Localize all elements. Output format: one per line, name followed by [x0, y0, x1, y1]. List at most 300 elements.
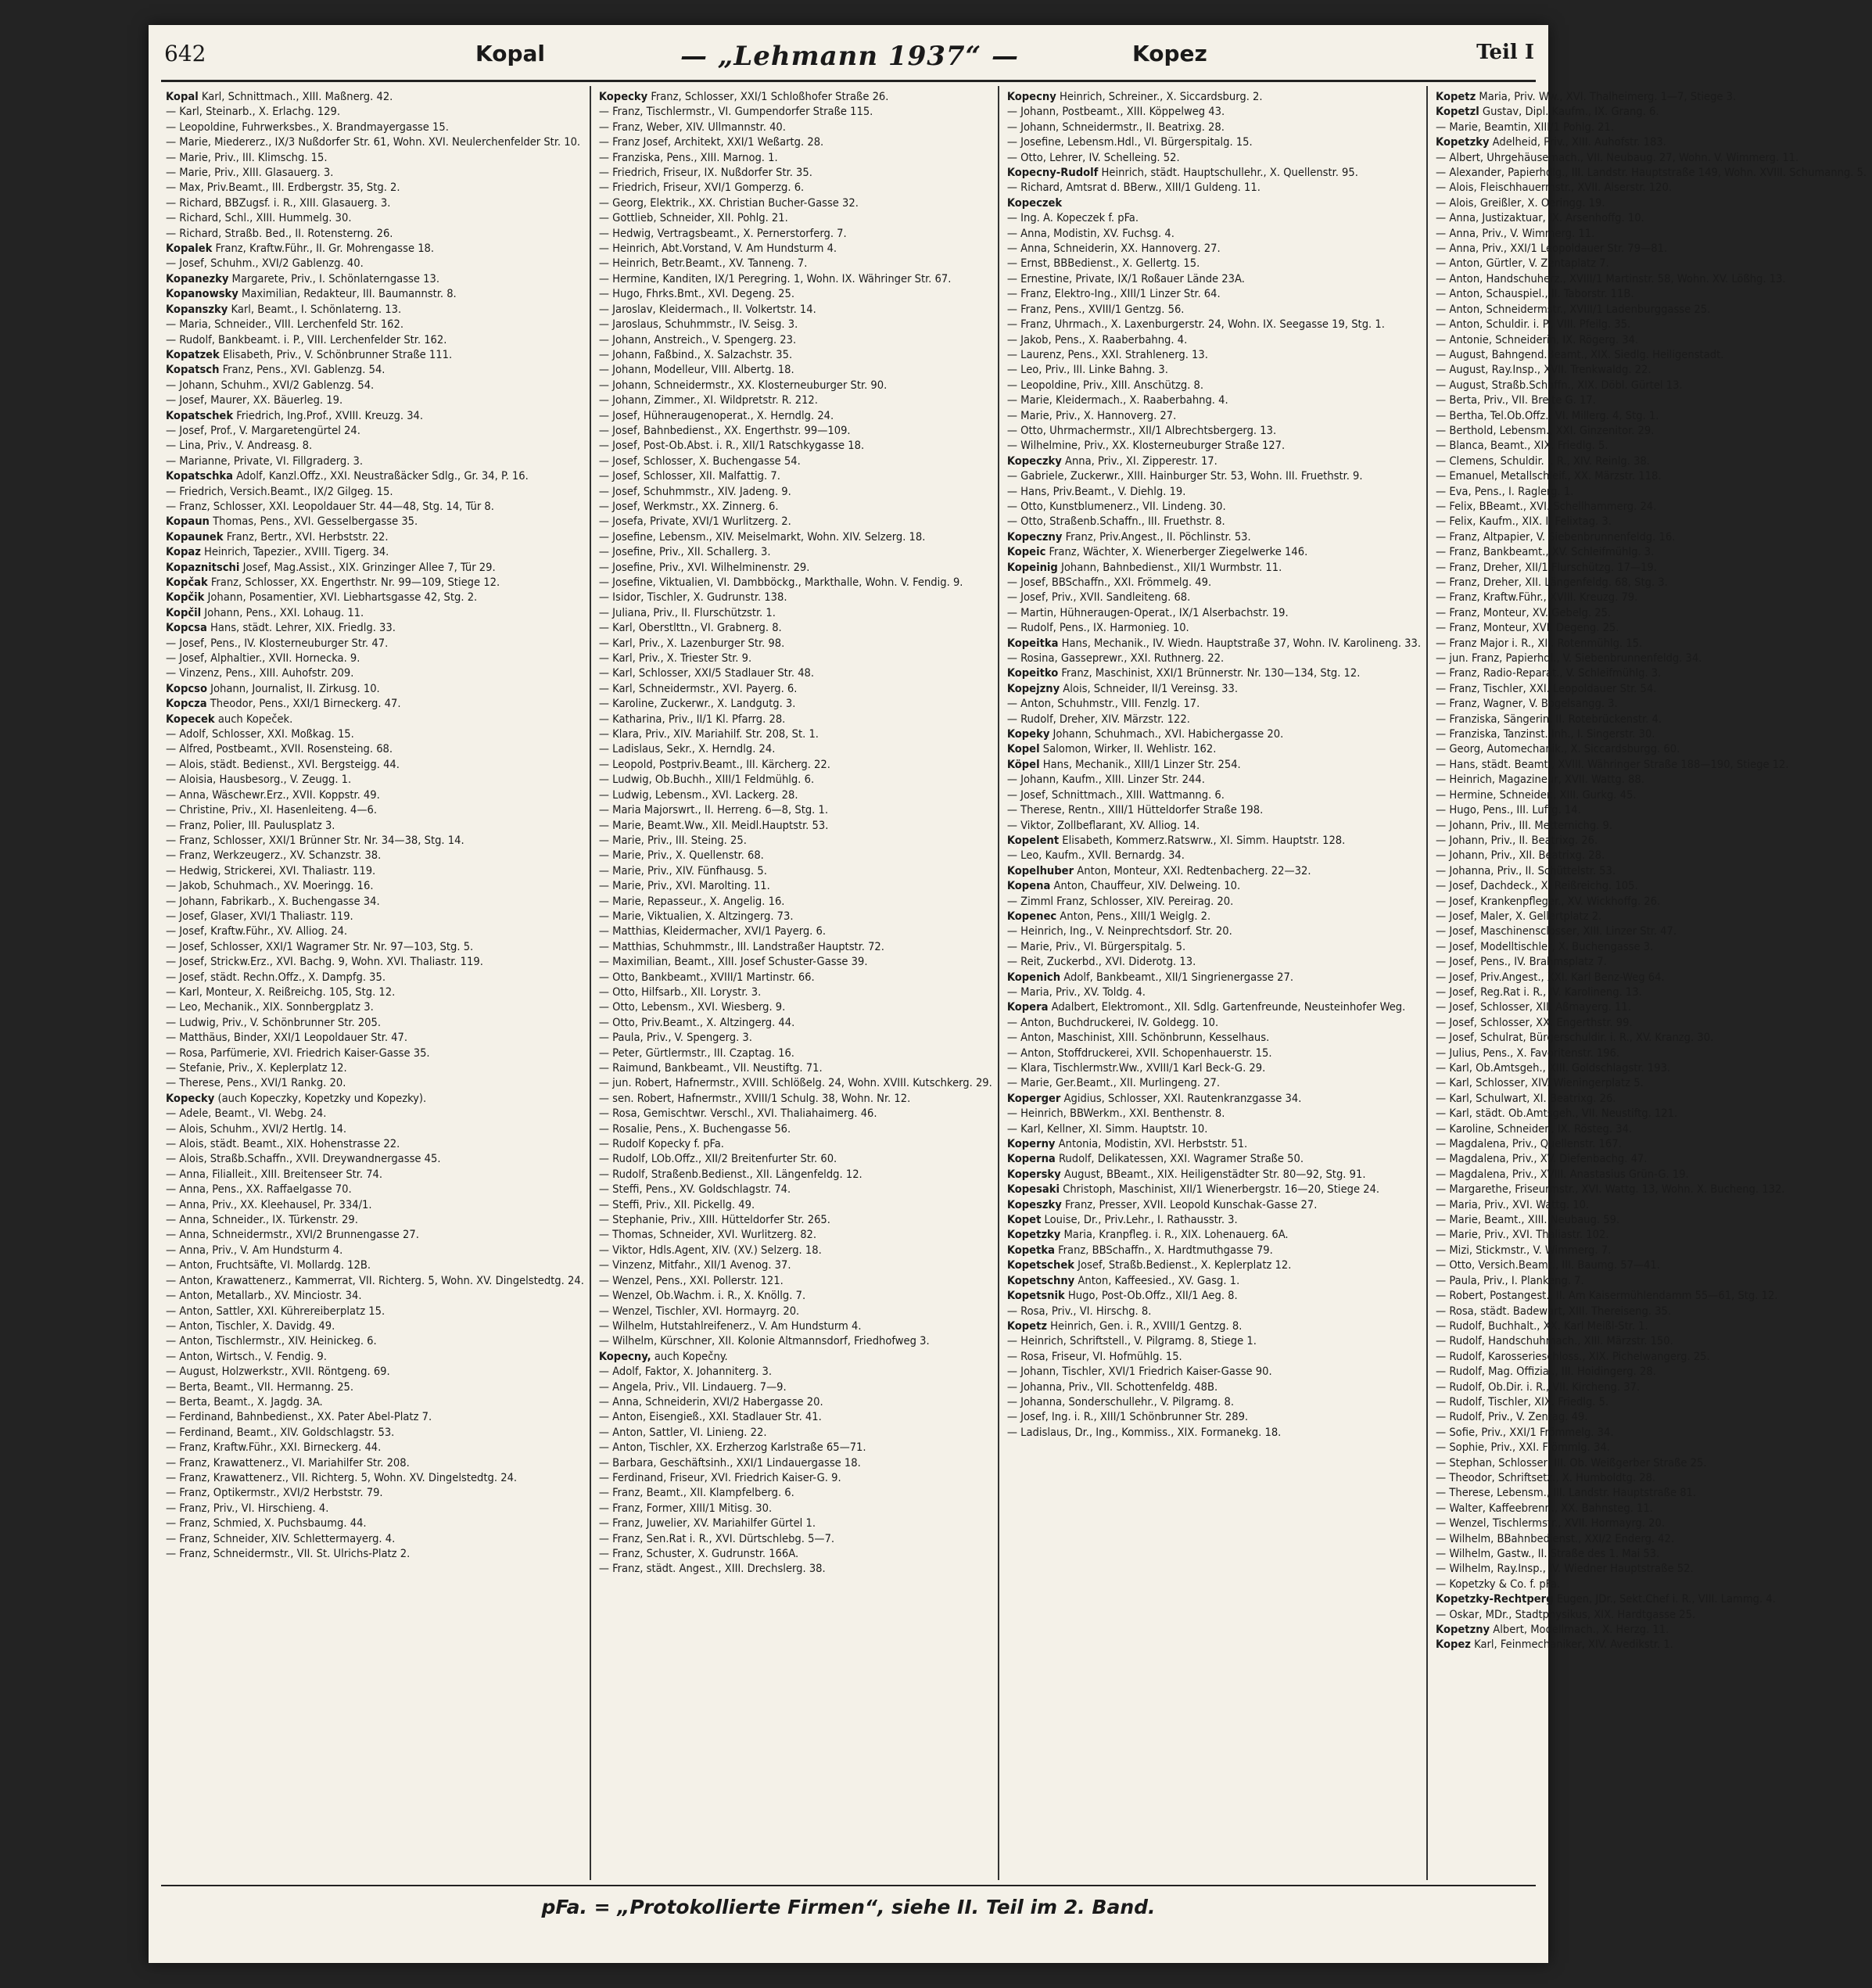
- directory-entry: Kopel Salomon, Wirker, II. Wehlistr. 162.: [1006, 742, 1217, 756]
- directory-entry: — Max, Priv.Beamt., III. Erdbergstr. 35, Stg. 2.: [166, 181, 400, 195]
- directory-entry: — Rudolf, Pens., IX. Harmonieg. 10.: [1006, 621, 1189, 635]
- directory-entry: — Karl, städt. Ob.Amtsgeh., VII. Neustiftg. 121.: [1436, 1107, 1678, 1121]
- directory-entry: — Jaroslav, Kleidermach., II. Volkertstr. 14.: [598, 302, 816, 316]
- directory-entry: Kopersky August, BBeamt., XIX. Heiligenstädter Str. 80—92, Stg. 91.: [1006, 1167, 1366, 1181]
- directory-entry: — Rudolf, Straßenb.Bedienst., XII. Längenfeldg. 12.: [598, 1167, 862, 1181]
- directory-entry: — Anna, Priv., XXI/1 Leopoldauer Str. 79—81.: [1436, 242, 1668, 256]
- directory-entry: — August, Straßb.Schaffn., XIX. Döbl. Gürtel 13.: [1436, 378, 1683, 392]
- directory-entry: — Josef, Schlosser, XII. Malfattig. 7.: [598, 469, 780, 483]
- directory-entry: Kopelhuber Anton, Monteur, XXI. Redtenbacherg. 22—32.: [1006, 863, 1311, 877]
- directory-entry: — Franz, Polier, III. Paulusplatz 3.: [166, 818, 335, 832]
- directory-entry: Kopecky Franz, Schlosser, XXI/1 Schloßhofer Straße 26.: [598, 90, 889, 103]
- directory-entry: — Rudolf Kopecky f. pFa.: [598, 1137, 724, 1151]
- directory-entry: — Karl, Monteur, X. Reißreichg. 105, Stg. 12.: [166, 985, 396, 999]
- directory-entry: — Franz, Tischlermstr., VI. Gumpendorfer Straße 115.: [598, 105, 873, 119]
- directory-entry: Kopetzky Adelheid, Priv., XIII. Auhofstr. 183.: [1436, 135, 1666, 149]
- directory-entry: — Viktor, Hdls.Agent, XIV. (XV.) Selzerg. 18.: [598, 1243, 822, 1257]
- directory-entry: — Anna, Priv., XX. Kleehausel, Pr. 334/1.: [166, 1197, 372, 1211]
- directory-entry: — Josef, Alphaltier., XVII. Hornecka. 9.: [166, 651, 360, 666]
- directory-entry: — Anton, Sattler, XXI. Kührereiberplatz 15.: [166, 1304, 386, 1318]
- directory-entry: — Johann, Schneidermstr., XX. Klosterneuburger Str. 90.: [598, 378, 888, 392]
- directory-entry: — Matthias, Schuhmmstr., III. Landstraßer Hauptstr. 72.: [598, 939, 884, 953]
- directory-entry: — Rosa, Priv., VI. Hirschg. 8.: [1006, 1304, 1152, 1318]
- directory-entry: — Josef, Schlosser, X. Buchengasse 54.: [598, 454, 801, 468]
- directory-entry: — Rudolf, Handschuhmach., XIII. Märzstr. 150.: [1436, 1334, 1673, 1348]
- directory-entry: — Josef, Glaser, XVI/1 Thaliastr. 119.: [166, 909, 353, 923]
- directory-entry: — Johann, Schneidermstr., II. Beatrixg. 28.: [1006, 120, 1225, 134]
- directory-entry: — Richard, Amtsrat d. BBerw., XIII/1 Guldeng. 11.: [1006, 181, 1261, 195]
- directory-entry: — Franz, Kraftw.Führ., XVIII. Kreuzg. 79.: [1436, 590, 1638, 605]
- directory-entry: — Ferdinand, Friseur, XVI. Friedrich Kaiser-G. 9.: [598, 1470, 841, 1484]
- directory-entry: — Anna, Justizaktuar, IX. Arsenhoffg. 10.: [1436, 211, 1644, 225]
- directory-entry: — Franz Major i. R., XII. Rotenmühlg. 15.: [1436, 636, 1643, 650]
- directory-entry: — Alexander, Papierhdlg., III. Landstr. Hauptstraße 149, Wohn. XVIII. Schumanng. 5.: [1436, 166, 1867, 180]
- directory-entry: — Isidor, Tischler, X. Gudrunstr. 138.: [598, 590, 787, 605]
- directory-entry: — Rudolf, Bankbeamt. i. P., VIII. Lerchenfelder Str. 162.: [166, 332, 447, 346]
- directory-entry: — Albert, Uhrgehäusemach., VII. Neubaug. 27, Wohn. V. Wimmerg. 11.: [1436, 150, 1799, 164]
- directory-entry: — Marie, Ger.Beamt., XII. Murlingeng. 27.: [1006, 1076, 1221, 1090]
- directory-entry: — Karl, Oberstlttn., VI. Grabnerg. 8.: [598, 621, 782, 635]
- directory-entry: — Rosina, Gasseprewr., XXI. Ruthnerg. 22.: [1006, 651, 1225, 666]
- directory-entry: — Hermine, Kanditen, IX/1 Peregring. 1, Wohn. IX. Währinger Str. 67.: [598, 271, 952, 285]
- directory-entry: Kopeic Franz, Wächter, X. Wienerberger Ziegelwerke 146.: [1006, 545, 1308, 559]
- directory-entry: — Marie, Priv., XIII. Glasauerg. 3.: [166, 166, 334, 180]
- directory-entry: Kopetzl Gustav, Dipl. Kaufm., IX. Grang. 6.: [1436, 105, 1659, 119]
- directory-entry: — Marie, Repasseur., X. Angelig. 16.: [598, 894, 785, 908]
- directory-entry: — Johanna, Priv., II. Schüttelstr. 53.: [1436, 863, 1616, 877]
- directory-entry: Kopenec Anton, Pens., XIII/1 Weiglg. 2.: [1006, 909, 1211, 923]
- directory-entry: — Adolf, Faktor, X. Johanniterg. 3.: [598, 1365, 773, 1379]
- directory-entry: — Therese, Pens., XVI/1 Rankg. 20.: [166, 1076, 346, 1090]
- directory-entry: — Ludwig, Lebensm., XVI. Lackerg. 28.: [598, 788, 798, 802]
- directory-entry: — Kopetzky & Co. f. pFa.: [1436, 1577, 1561, 1591]
- directory-entry: Kopenich Adolf, Bankbeamt., XII/1 Singrienergasse 27.: [1006, 970, 1293, 984]
- directory-entry: — Josef, Schuhmmstr., XIV. Jadeng. 9.: [598, 484, 791, 498]
- directory-entry: — Magdalena, Priv., XV. Diefenbachg. 47.: [1436, 1152, 1648, 1166]
- directory-entry: — Katharina, Priv., II/1 Kl. Pfarrg. 28.: [598, 712, 786, 726]
- page-number: 642: [164, 41, 206, 66]
- directory-entry: — Rosalie, Pens., X. Buchengasse 56.: [598, 1121, 791, 1136]
- directory-entry: — Anton, Schuldir. i. P., VIII. Pfeilg. 35.: [1436, 318, 1631, 332]
- directory-entry: — Johanna, Priv., VII. Schottenfeldg. 48B.: [1006, 1380, 1218, 1394]
- directory-entry: — Josef, Schuhm., XVI/2 Gablenzg. 40.: [166, 257, 364, 271]
- directory-entry: — Felix, Kaufm., XIX. I. Felixtag. 3.: [1436, 515, 1612, 529]
- directory-entry: — Anna, Modistin, XV. Fuchsg. 4.: [1006, 226, 1174, 240]
- directory-entry: Kopčak Franz, Schlosser, XX. Engerthstr. Nr. 99—109, Stiege 12.: [166, 576, 500, 589]
- directory-entry: — Anton, Tischler, X. Davidg. 49.: [166, 1319, 335, 1333]
- directory-entry: Kopera Adalbert, Elektromont., XII. Sdlg. Gartenfreunde, Neusteinhofer Weg.: [1006, 1000, 1406, 1014]
- directory-entry: Kopecny, auch Kopečny.: [598, 1349, 728, 1363]
- directory-entry: — Margarethe, Friseurmstr., XVI. Wattg. 13, Wohn. X. Bucheng. 132.: [1436, 1182, 1785, 1197]
- directory-entry: — Christine, Priv., XI. Hasenleiteng. 4—6.: [166, 803, 378, 817]
- directory-entry: Koperger Agidius, Schlosser, XXI. Rautenkranzgasse 34.: [1006, 1091, 1302, 1105]
- directory-entry: — Wenzel, Tischlermstr., XVII. Hormayrg. 20.: [1436, 1516, 1666, 1530]
- directory-entry: — Franz, Optikermstr., XVI/2 Herbststr. 79.: [166, 1486, 383, 1500]
- directory-entry: — Raimund, Bankbeamt., VII. Neustiftg. 71.: [598, 1061, 823, 1075]
- directory-entry: — Marie, Beamtin, XIII/1 Pohlg. 21.: [1436, 120, 1615, 134]
- directory-entry: — Rudolf, Dreher, XIV. Märzstr. 122.: [1006, 712, 1190, 726]
- directory-entry: — Franz, Elektro-Ing., XIII/1 Linzer Str. 64.: [1006, 287, 1221, 301]
- directory-entry: — Franz Josef, Architekt, XXI/1 Weßartg. 28.: [598, 135, 824, 149]
- directory-entry: — Heinrich, Ing., V. Neinprechtsdorf. Str. 20.: [1006, 924, 1232, 938]
- directory-entry: — Barbara, Geschäftsinh., XXI/1 Lindauergasse 18.: [598, 1455, 861, 1469]
- directory-entry: — Mizi, Stickmstr., V. Wimmerg. 7.: [1436, 1243, 1612, 1257]
- directory-entry: — Friedrich, Versich.Beamt., IX/2 Gilgeg. 15.: [166, 484, 393, 498]
- directory-entry: Kopez Karl, Feinmechaniker, XIV. Avedikstr. 1.: [1436, 1638, 1673, 1652]
- directory-entry: — Berthold, Lebensm., XXI. Ginzenitor. 29.: [1436, 423, 1655, 437]
- directory-entry: — Anton, Tischler, XX. Erzherzog Karlstraße 65—71.: [598, 1441, 866, 1455]
- directory-entry: Kopena Anton, Chauffeur, XIV. Delweing. 10.: [1006, 879, 1241, 893]
- directory-entry: — Klara, Tischlermstr.Ww., XVIII/1 Karl Beck-G. 29.: [1006, 1061, 1266, 1075]
- directory-entry: Kopetka Franz, BBSchaffn., X. Hardtmuthgasse 79.: [1006, 1243, 1273, 1257]
- directory-entry: — Marie, Beamt.Ww., XII. Meidl.Hauptstr. 53.: [598, 818, 829, 832]
- directory-entry: Kopčik Johann, Posamentier, XVI. Liebhartsgasse 42, Stg. 2.: [166, 590, 478, 605]
- directory-entry: Kopecek auch Kopeček.: [166, 712, 293, 726]
- directory-entry: — Ing. A. Kopeczek f. pFa.: [1006, 211, 1139, 225]
- directory-entry: — Franz, Priv., VI. Hirschieng. 4.: [166, 1501, 329, 1515]
- directory-entry: Kopetzky-Rechtperg Eugen, JDr., Sekt.Chef i. R., VIII. Lammg. 4.: [1436, 1592, 1776, 1606]
- directory-entry: — Franz, Tischler, XXI. Leopoldauer Str. 54.: [1436, 681, 1657, 695]
- directory-entry: — Franz, Dreher, XII. Längenfeldg. 68, Stg. 3.: [1436, 576, 1668, 589]
- directory-entry: — Theodor, Schriftsetz., X. Humboldtg. 28.: [1436, 1470, 1656, 1484]
- directory-entry: — Anton, Gürtler, V. Zentaplatz 7.: [1436, 257, 1609, 271]
- directory-entry: — Johann, Anstreich., V. Spengerg. 23.: [598, 332, 797, 346]
- directory-entry: — Hans, Priv.Beamt., V. Diehlg. 19.: [1006, 484, 1186, 498]
- directory-entry: — Josef, Reg.Rat i. R., IV. Karolineng. 13.: [1436, 985, 1642, 999]
- directory-entry: — August, Holzwerkstr., XVII. Röntgeng. 69.: [166, 1365, 390, 1379]
- directory-entry: — Hedwig, Vertragsbeamt., X. Pernerstorferg. 7.: [598, 226, 847, 240]
- directory-entry: — Josef, Schlosser, XX. Engerthstr. 99.: [1436, 1015, 1633, 1029]
- directory-entry: Kopanowsky Maximilian, Redakteur, III. Baumannstr. 8.: [166, 287, 457, 301]
- directory-entry: — Alois, Fleischhauermstr., XVII. Alserstr. 120.: [1436, 181, 1672, 195]
- directory-entry: — Josefine, Priv., XII. Schallerg. 3.: [598, 545, 771, 559]
- directory-entry: — Franz, Sen.Rat i. R., XVI. Dürtschlebg. 5—7.: [598, 1531, 835, 1545]
- directory-entry: — Franz, Schlosser, XXI. Leopoldauer Str. 44—48, Stg. 14, Tür 8.: [166, 499, 494, 513]
- directory-entry: — Josefine, Lebensm., XIV. Meiselmarkt, Wohn. XIV. Selzerg. 18.: [598, 529, 926, 544]
- directory-entry: — Lina, Priv., V. Andreasg. 8.: [166, 439, 313, 453]
- directory-entry: — Eva, Pens., I. Raglerg. 1.: [1436, 484, 1574, 498]
- directory-entry: — Anton, Krawattenerz., Kammerrat, VII. Richterg. 5, Wohn. XV. Dingelstedtg. 24.: [166, 1273, 584, 1287]
- directory-entry: — Johann, Priv., II. Beatrixg. 26.: [1436, 833, 1598, 847]
- directory-entry: Kopeitka Hans, Mechanik., IV. Wiedn. Hauptstraße 37, Wohn. IV. Karolineng. 33.: [1006, 636, 1422, 650]
- directory-entry: — Angela, Priv., VII. Lindauerg. 7—9.: [598, 1380, 787, 1394]
- directory-entry: Kopaznitschi Josef, Mag.Assist., XIX. Grinzinger Allee 7, Tür 29.: [166, 560, 496, 574]
- directory-entry: — Otto, Straßenb.Schaffn., III. Fruethstr. 8.: [1006, 515, 1225, 529]
- directory-entry: — Robert, Postangest., II. Am Kaisermühlendamm 55—61, Stg. 12.: [1436, 1289, 1778, 1303]
- directory-entry: Kopaunek Franz, Bertr., XVI. Herbststr. 22.: [166, 529, 389, 544]
- directory-entry: — Johann, Fabrikarb., X. Buchengasse 34.: [166, 894, 380, 908]
- directory-entry: — Karl, Ob.Amtsgeh., XIII. Goldschlagstr. 193.: [1436, 1061, 1671, 1075]
- directory-entry: — Maria Majorswrt., II. Herreng. 6—8, Stg. 1.: [598, 803, 829, 817]
- page-header: [164, 30, 1534, 75]
- directory-entry: — Ludwig, Priv., V. Schönbrunner Str. 205.: [166, 1015, 382, 1029]
- directory-entry: Kopeszky Franz, Presser, XVII. Leopold Kunschak-Gasse 27.: [1006, 1197, 1318, 1211]
- directory-entry: — Rosa, Gemischtwr. Verschl., XVI. Thaliahaimerg. 46.: [598, 1107, 877, 1121]
- entry-columns: [158, 86, 1867, 1880]
- directory-entry: — Anton, Metallarb., XV. Minciostr. 34.: [166, 1289, 362, 1303]
- directory-entry: — Bertha, Tel.Ob.Offz., VI. Millerg. 4, Stg. 1.: [1436, 408, 1659, 422]
- directory-entry: — Jakob, Pens., X. Raaberbahng. 4.: [1006, 332, 1188, 346]
- directory-entry: — Maria, Schneider., VIII. Lerchenfeld Str. 162.: [166, 318, 404, 332]
- directory-entry: — Franz, Uhrmach., X. Laxenburgerstr. 24, Wohn. IX. Seegasse 19, Stg. 1.: [1006, 318, 1385, 332]
- directory-entry: — Alois, städt. Bedienst., XVI. Bergsteigg. 44.: [166, 757, 400, 771]
- directory-entry: Kopecky (auch Kopeczky, Kopetzky und Kopezky).: [166, 1091, 427, 1105]
- directory-entry: — Hugo, Pens., III. Luftg. 14.: [1436, 803, 1581, 817]
- directory-entry: — Otto, Lebensm., XVI. Wiesberg. 9.: [598, 1000, 786, 1014]
- directory-entry: — Franz, Monteur, XVI. Degeng. 25.: [1436, 621, 1619, 635]
- directory-entry: — Steffi, Pens., XV. Goldschlagstr. 74.: [598, 1182, 791, 1197]
- column-4: [1428, 86, 1872, 1880]
- directory-entry: — Wilhelm, Ray.Insp., IV. Wiedner Hauptstraße 52.: [1436, 1562, 1694, 1576]
- directory-entry: — August, Ray.Insp., XVII. Trenkwaldg. 22.: [1436, 363, 1651, 377]
- directory-entry: — Paula, Priv., I. Plankeng. 7.: [1436, 1273, 1584, 1287]
- directory-entry: — Josef, Maschinensclosser, XIII. Linzer Str. 47.: [1436, 924, 1677, 938]
- directory-entry: — Anton, Handschuherz., XVIII/1 Martinstr. 58, Wohn. XV. Lößhg. 13.: [1436, 271, 1786, 285]
- directory-entry: — Rudolf, Tischler, XIX. Friedlg. 5.: [1436, 1394, 1609, 1408]
- directory-entry: — Karl, Priv., X. Triester Str. 9.: [598, 651, 752, 666]
- directory-entry: — Otto, Priv.Beamt., X. Altzingerg. 44.: [598, 1015, 795, 1029]
- directory-entry: — Marie, Priv., XVI. Thaliastr. 102.: [1436, 1228, 1609, 1242]
- directory-entry: — Antonie, Schneiderin, IX. Rögerg. 34.: [1436, 332, 1639, 346]
- directory-entry: Kopecny Heinrich, Schreiner., X. Siccardsburg. 2.: [1006, 90, 1263, 103]
- column-3: [999, 86, 1428, 1880]
- directory-entry: — Klara, Priv., XIV. Mariahilf. Str. 208, St. 1.: [598, 727, 819, 741]
- directory-entry: — Franz, Wagner, V. Bogelsangg. 3.: [1436, 697, 1618, 711]
- directory-entry: — Marie, Miedererz., IX/3 Nußdorfer Str. 61, Wohn. XVI. Neulerchenfelder Str. 10.: [166, 135, 581, 149]
- directory-entry: — Adele, Beamt., VI. Webg. 24.: [166, 1107, 327, 1121]
- directory-entry: Kopeczek: [1006, 196, 1063, 210]
- directory-entry: — Josef, städt. Rechn.Offz., X. Dampfg. 35.: [166, 970, 386, 984]
- directory-entry: — Richard, Straßb. Bed., II. Rotensterng. 26.: [166, 226, 393, 240]
- directory-entry: — Anna, Pens., XX. Raffaelgasse 70.: [166, 1182, 352, 1197]
- directory-entry: — Friedrich, Friseur, XVI/1 Gomperzg. 6.: [598, 181, 805, 195]
- directory-entry: — Marie, Priv., X. Quellenstr. 68.: [598, 849, 764, 863]
- directory-entry: — Karl, Priv., X. Lazenburger Str. 98.: [598, 636, 785, 650]
- directory-entry: — Rudolf, Karosserieschloss., XIX. Pichelwangerg. 25.: [1436, 1349, 1710, 1363]
- directory-entry: — Josef, Hühneraugenoperat., X. Herndlg. 24.: [598, 408, 834, 422]
- directory-entry: — Rudolf, Buchhalt., XX. Karl Meißl-Str. 1.: [1436, 1319, 1648, 1333]
- directory-entry: — Friedrich, Friseur, IX. Nußdorfer Str. 35.: [598, 166, 812, 180]
- directory-entry: — Rosa, Friseur, VI. Hofmühlg. 15.: [1006, 1349, 1182, 1363]
- directory-entry: — Hans, städt. Beamt., XVIII. Währinger Straße 188—190, Stiege 12.: [1436, 757, 1789, 771]
- directory-entry: Kopalek Franz, Kraftw.Führ., II. Gr. Mohrengasse 18.: [166, 242, 435, 256]
- directory-entry: — Karl, Steinarb., X. Erlachg. 129.: [166, 105, 341, 119]
- directory-entry: — Leo, Kaufm., XVII. Bernardg. 34.: [1006, 849, 1185, 863]
- directory-entry: Kopesaki Christoph, Maschinist, XII/1 Wienerbergstr. 16—20, Stiege 24.: [1006, 1182, 1380, 1197]
- directory-entry: — Franz, Pens., XVIII/1 Gentzg. 56.: [1006, 302, 1185, 316]
- directory-entry: — August, Bahngend.Beamt., XIX. Siedlg. Heiligenstadt.: [1436, 347, 1724, 361]
- directory-entry: — Heinrich, Abt.Vorstand, V. Am Hundsturm 4.: [598, 242, 837, 256]
- directory-entry: Kopetz Maria, Priv. Ww., XVI. Thalheimerg. 1—7, Stiege 3.: [1436, 90, 1737, 103]
- directory-entry: — Rudolf, Priv., V. Zentag. 49.: [1436, 1410, 1588, 1424]
- directory-entry: — Josef, Strickw.Erz., XVI. Bachg. 9, Wohn. XVI. Thaliastr. 119.: [166, 955, 483, 969]
- directory-entry: — Oskar, MDr., Stadtphysikus, XIX. Hardtgasse 25.: [1436, 1607, 1696, 1621]
- directory-entry: — Anton, Wirtsch., V. Fendig. 9.: [166, 1349, 327, 1363]
- directory-entry: — Reit, Zuckerbd., XVI. Diderotg. 13.: [1006, 955, 1196, 969]
- directory-entry: — Rosa, städt. Badewart, XIII. Thereiseng. 35.: [1436, 1304, 1671, 1318]
- directory-entry: — Thomas, Schneider, XVI. Wurlitzerg. 82.: [598, 1228, 817, 1242]
- directory-entry: — Marie, Beamt., XIII. Neubaug. 59.: [1436, 1213, 1620, 1227]
- directory-entry: — Hugo, Fhrks.Bmt., XVI. Degeng. 25.: [598, 287, 795, 301]
- directory-entry: — Magdalena, Priv., XVIII. Anastasius Grün-G. 19.: [1436, 1167, 1689, 1181]
- directory-entry: — Vinzenz, Mitfahr., XII/1 Avenog. 37.: [598, 1258, 791, 1272]
- directory-entry: — Ladislaus, Sekr., X. Herndlg. 24.: [598, 742, 776, 756]
- directory-entry: — Anna, Schneiderin, XX. Hannoverg. 27.: [1006, 242, 1221, 256]
- directory-entry: — jun. Robert, Hafnermstr., XVIII. Schlößelg. 24, Wohn. XVIII. Kutschkerg. 29.: [598, 1076, 992, 1090]
- directory-entry: — Anna, Filialleit., XIII. Breitenseer Str. 74.: [166, 1167, 383, 1181]
- directory-entry: Kopelent Elisabeth, Kommerz.Ratswrw., XI. Simm. Hauptstr. 128.: [1006, 833, 1346, 847]
- directory-entry: — Josef, BBSchaffn., XXI. Frömmelg. 49.: [1006, 576, 1212, 589]
- directory-entry: — Karl, Schlosser, XIV. Wieningerplatz 5.: [1436, 1076, 1644, 1090]
- directory-entry: — Marie, Priv., III. Steing. 25.: [598, 833, 747, 847]
- directory-entry: Kopcso Johann, Journalist, II. Zirkusg. 10.: [166, 681, 380, 695]
- directory-entry: — Franz, Schmied, X. Puchsbaumg. 44.: [166, 1516, 367, 1530]
- directory-entry: — Therese, Rentn., XIII/1 Hütteldorfer Straße 198.: [1006, 803, 1264, 817]
- directory-entry: Köpel Hans, Mechanik., XIII/1 Linzer Str. 254.: [1006, 757, 1241, 771]
- directory-entry: — Karl, Schneidermstr., XVI. Payerg. 6.: [598, 681, 798, 695]
- directory-entry: — Wilhelm, BBahnbedienst., XXI/2 Enderg. 42.: [1436, 1531, 1675, 1545]
- directory-entry: — Anton, Schuhmstr., VIII. Fenzlg. 17.: [1006, 697, 1200, 711]
- directory-entry: Kopcza Theodor, Pens., XXI/1 Birneckerg. 47.: [166, 697, 401, 711]
- directory-entry: — Josef, Pens., IV. Klosterneuburger Str. 47.: [166, 636, 389, 650]
- directory-entry: Koperny Antonia, Modistin, XVI. Herbststr. 51.: [1006, 1137, 1248, 1151]
- directory-entry: — Alois, städt. Beamt., XIX. Hohenstrasse 22.: [166, 1137, 400, 1151]
- directory-entry: — Franz, Monteur, XV. Gebelg. 25.: [1436, 605, 1612, 619]
- directory-entry: — Franz, Altpapier, V. Siebenbrunnenfeldg. 16.: [1436, 529, 1676, 544]
- directory-entry: — Marianne, Private, VI. Fillgraderg. 3.: [166, 454, 364, 468]
- directory-entry: — Alois, Greißler, X. Oeringg. 19.: [1436, 196, 1605, 210]
- footer-note: pFa. = „Protokollierte Firmen“, siehe II. Teil im 2. Band.: [541, 1896, 1156, 1918]
- directory-entry: — Anna, Schneiderin, XVI/2 Habergasse 20.: [598, 1394, 823, 1408]
- directory-entry: — Alois, Straßb.Schaffn., XVII. Dreywandnergasse 45.: [166, 1152, 441, 1166]
- footer-rule: [161, 1885, 1536, 1886]
- directory-entry: — Laurenz, Pens., XXI. Strahlenerg. 13.: [1006, 347, 1208, 361]
- directory-entry: — Franz, Juwelier, XV. Mariahilfer Gürtel 1.: [598, 1516, 816, 1530]
- directory-entry: — Ernestine, Private, IX/1 Roßauer Lände 23A.: [1006, 271, 1245, 285]
- directory-entry: — Wilhelm, Kürschner, XII. Kolonie Altmannsdorf, Friedhofweg 3.: [598, 1334, 930, 1348]
- directory-entry: — Richard, BBZugsf. i. R., XIII. Glasauerg. 3.: [166, 196, 391, 210]
- directory-entry: Kopatschek Friedrich, Ing.Prof., XVIII. Kreuzg. 34.: [166, 408, 424, 422]
- directory-entry: — Franz, städt. Angest., XIII. Drechslerg. 38.: [598, 1562, 826, 1576]
- directory-entry: Kopaz Heinrich, Tapezier., XVIII. Tigerg. 34.: [166, 545, 389, 559]
- directory-entry: — Otto, Kunstblumenerz., VII. Lindeng. 30.: [1006, 499, 1226, 513]
- directory-entry: — Karoline, Schneider., IX. Rösteg. 34.: [1436, 1121, 1633, 1136]
- directory-entry: — Josef, Werkmstr., XX. Zinnerg. 6.: [598, 499, 779, 513]
- directory-entry: Kopecny-Rudolf Heinrich, städt. Hauptschullehr., X. Quellenstr. 95.: [1006, 166, 1358, 180]
- directory-entry: — jun. Franz, Papierhdl., V. Siebenbrunnenfeldg. 34.: [1436, 651, 1702, 666]
- directory-entry: — Josefine, Viktualien, VI. Dambböckg., Markthalle, Wohn. V. Fendig. 9.: [598, 576, 963, 589]
- directory-entry: — Franz, Former, XIII/1 Mitisg. 30.: [598, 1501, 773, 1515]
- directory-entry: — Franz, Schneidermstr., VII. St. Ulrichs-Platz 2.: [166, 1547, 411, 1560]
- directory-entry: — Ludwig, Ob.Buchh., XIII/1 Feldmühlg. 6.: [598, 773, 815, 787]
- directory-entry: — Heinrich, Betr.Beamt., XV. Tanneng. 7.: [598, 257, 808, 271]
- header-rule: [161, 80, 1536, 82]
- directory-entry: — Otto, Bankbeamt., XVIII/1 Martinstr. 66.: [598, 970, 815, 984]
- directory-entry: Kopetz Heinrich, Gen. i. R., XVIII/1 Gentzg. 8.: [1006, 1319, 1243, 1333]
- directory-entry: — Josef, Schlosser, XXI/1 Wagramer Str. Nr. 97—103, Stg. 5.: [166, 939, 474, 953]
- directory-entry: — Wenzel, Ob.Wachm. i. R., X. Knöllg. 7.: [598, 1289, 806, 1303]
- directory-entry: Kopatsch Franz, Pens., XVI. Gablenzg. 54.: [166, 363, 386, 377]
- directory-entry: — Felix, BBeamt., XVI. Schellhammerg. 24.: [1436, 499, 1657, 513]
- directory-entry: — Josef, Priv., XVII. Sandleiteng. 68.: [1006, 590, 1191, 605]
- header-left-catchword: Kopal: [475, 41, 545, 66]
- directory-entry: — Marie, Priv., III. Klimschg. 15.: [166, 150, 328, 164]
- directory-entry: Kopeinig Johann, Bahnbedienst., XII/1 Wurmbstr. 11.: [1006, 560, 1282, 574]
- directory-entry: — Josefine, Lebensm.Hdl., VI. Bürgerspitalg. 15.: [1006, 135, 1253, 149]
- directory-entry: — Karl, Kellner, XI. Simm. Hauptstr. 10.: [1006, 1121, 1208, 1136]
- directory-entry: — Wenzel, Tischler, XVI. Hormayrg. 20.: [598, 1304, 800, 1318]
- directory-entry: — Ferdinand, Beamt., XIV. Goldschlagstr. 53.: [166, 1425, 395, 1439]
- directory-entry: — Franziska, Sängerin, II. Rotebrückenstr. 4.: [1436, 712, 1662, 726]
- directory-entry: — Johanna, Sonderschullehr., V. Pilgramg. 8.: [1006, 1394, 1234, 1408]
- directory-entry: — Anton, Tischlermstr., XIV. Heinickeg. 6.: [166, 1334, 377, 1348]
- directory-entry: — Josefine, Priv., XVI. Wilhelminenstr. 29.: [598, 560, 810, 574]
- directory-entry: — Anna, Wäschewr.Erz., XVII. Koppstr. 49.: [166, 788, 380, 802]
- directory-entry: — Leo, Mechanik., XIX. Sonnbergplatz 3.: [166, 1000, 374, 1014]
- directory-entry: — Anton, Sattler, VI. Linieng. 22.: [598, 1425, 767, 1439]
- directory-entry: — Richard, Schl., XIII. Hummelg. 30.: [166, 211, 352, 225]
- directory-entry: — Anton, Stoffdruckerei, XVII. Schopenhauerstr. 15.: [1006, 1046, 1272, 1060]
- directory-entry: — Marie, Priv., VI. Bürgerspitalg. 5.: [1006, 939, 1186, 953]
- directory-entry: — Johann, Faßbind., X. Salzachstr. 35.: [598, 347, 793, 361]
- directory-entry: — Julius, Pens., X. Favoritenstr. 196.: [1436, 1046, 1620, 1060]
- directory-entry: — Franz, Schuster, X. Gudrunstr. 166A.: [598, 1547, 799, 1560]
- directory-entry: — Franziska, Pens., XIII. Marnog. 1.: [598, 150, 778, 164]
- directory-entry: — Johann, Priv., XII. Beatrixg. 28.: [1436, 849, 1605, 863]
- directory-entry: — sen. Robert, Hafnermstr., XVIII/1 Schulg. 38, Wohn. Nr. 12.: [598, 1091, 911, 1105]
- directory-entry: — Martin, Hühneraugen-Operat., IX/1 Alserbachstr. 19.: [1006, 605, 1289, 619]
- column-1: [158, 86, 591, 1880]
- directory-entry: — Steffi, Priv., XII. Pickellg. 49.: [598, 1197, 755, 1211]
- directory-entry: — Josef, Ing. i. R., XIII/1 Schönbrunner Str. 289.: [1006, 1410, 1249, 1424]
- directory-entry: — Berta, Beamt., VII. Hermanng. 25.: [166, 1380, 354, 1394]
- directory-entry: — Josef, Schnittmach., XIII. Wattmanng. 6.: [1006, 788, 1225, 802]
- directory-entry: Kopatzek Elisabeth, Priv., V. Schönbrunner Straße 111.: [166, 347, 453, 361]
- directory-entry: — Aloisia, Hausbesorg., V. Zeugg. 1.: [166, 773, 352, 787]
- directory-entry: — Josef, Kraftw.Führ., XV. Alliog. 24.: [166, 924, 348, 938]
- directory-entry: — Leopoldine, Fuhrwerksbes., X. Brandmayergasse 15.: [166, 120, 449, 134]
- directory-entry: — Jakob, Schuhmach., XV. Moeringg. 16.: [166, 879, 374, 893]
- directory-entry: — Adolf, Schlosser, XXI. Moßkag. 15.: [166, 727, 354, 741]
- directory-entry: — Josef, Prof., V. Margaretengürtel 24.: [166, 423, 360, 437]
- directory-entry: Kopetschny Anton, Kaffeesied., XV. Gasg. 1.: [1006, 1273, 1240, 1287]
- directory-entry: — Matthias, Kleidermacher, XVI/1 Payerg. 6.: [598, 924, 827, 938]
- directory-entry: Kopanszky Karl, Beamt., I. Schönlaterng. 13.: [166, 302, 402, 316]
- directory-entry: — Magdalena, Priv., Quellenstr. 167.: [1436, 1137, 1622, 1151]
- directory-entry: — Josef, Priv.Angest., XXI. Karl Benz-Weg 64.: [1436, 970, 1665, 984]
- directory-entry: — Otto, Lehrer, IV. Schelleing. 52.: [1006, 150, 1180, 164]
- directory-entry: Kopaun Thomas, Pens., XVI. Gesselbergasse 35.: [166, 515, 418, 529]
- directory-entry: Kopetsnik Hugo, Post-Ob.Offz., XII/1 Aeg. 8.: [1006, 1289, 1238, 1303]
- directory-entry: Kopcsa Hans, städt. Lehrer, XIX. Friedlg. 33.: [166, 621, 396, 635]
- directory-entry: — Marie, Kleidermach., X. Raaberbahng. 4.: [1006, 393, 1228, 407]
- directory-entry: — Gabriele, Zuckerwr., XIII. Hainburger Str. 53, Wohn. III. Fruethstr. 9.: [1006, 469, 1363, 483]
- directory-entry: — Otto, Versich.Beamt., III. Baumg. 57—41.: [1436, 1258, 1660, 1272]
- directory-entry: — Anton, Fruchtsäfte, VI. Mollardg. 12B.: [166, 1258, 371, 1272]
- directory-entry: — Clemens, Schuldir. i. R., XIV. Reinlg. 38.: [1436, 454, 1650, 468]
- directory-entry: Kopeitko Franz, Maschinist, XXI/1 Brünnerstr. Nr. 130—134, Stg. 12.: [1006, 666, 1361, 680]
- directory-entry: — Berta, Beamt., X. Jagdg. 3A.: [166, 1394, 323, 1408]
- directory-entry: — Johann, Tischler, XVI/1 Friedrich Kaiser-Gasse 90.: [1006, 1365, 1272, 1379]
- directory-entry: — Leo, Priv., III. Linke Bahng. 3.: [1006, 363, 1168, 377]
- directory-entry: — Karl, Schlosser, XXI/5 Stadlauer Str. 48.: [598, 666, 815, 680]
- directory-entry: Kopeky Johann, Schuhmach., XVI. Habichergasse 20.: [1006, 727, 1284, 741]
- directory-entry: — Johann, Postbeamt., XIII. Köppelweg 43.: [1006, 105, 1225, 119]
- directory-entry: — Franz, Schlosser, XXI/1 Brünner Str. Nr. 34—38, Stg. 14.: [166, 833, 464, 847]
- directory-entry: Kopetzky Maria, Kranpfleg. i. R., XIX. Lohenauerg. 6A.: [1006, 1228, 1289, 1242]
- directory-entry: — Rudolf, LOb.Offz., XII/2 Breitenfurter Str. 60.: [598, 1152, 837, 1166]
- directory-entry: — Josef, Schlosser, XII. Aßmayerg. 11.: [1436, 1000, 1631, 1014]
